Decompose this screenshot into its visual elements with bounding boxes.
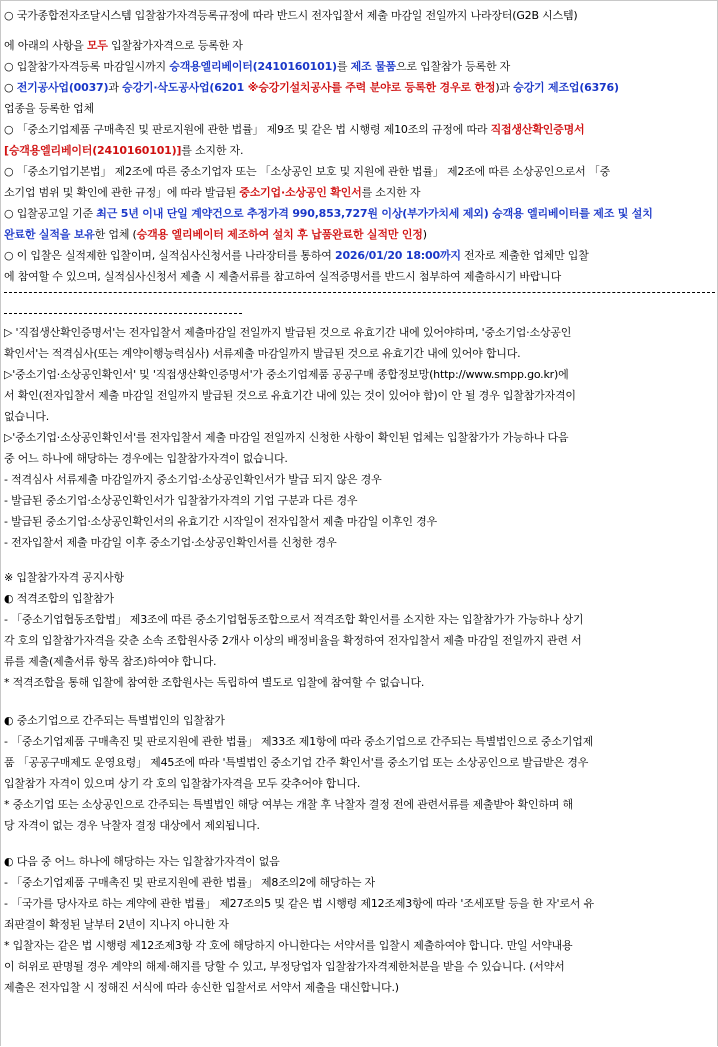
text-line: 완료한 실적을 보유한 업체 (승객용 엘리베이터 제조하여 설치 후 납품완료한 실적만 인정) xyxy=(4,228,427,241)
text-line: * 적격조합을 통해 입찰에 참여한 조합원사는 독립하여 별도로 입찰에 참여할 수 없습니다. xyxy=(4,676,425,689)
text-line: 확인서'는 적격심사(또는 계약이행능력심사) 서류제출 마감일까지 발급된 것으로 유효기간 내에 있어야 합니다. xyxy=(4,347,521,360)
text-line: ◐ 적격조합의 입찰참가 xyxy=(4,592,114,605)
text-line: - 발급된 중소기업·소상공인확인서가 입찰참가자격의 기업 구분과 다른 경우 xyxy=(4,494,358,507)
text-line: 없습니다. xyxy=(4,410,50,423)
text-line: 제출은 전자입찰 시 정해진 서식에 따라 송신한 입찰서로 서약서 제출을 대신합니다.) xyxy=(4,981,399,994)
text-line: ○ 국가종합전자조달시스템 입찰참가자격등록규정에 따라 반드시 전자입찰서 제출 마감일 전일까지 나라장터(G2B 시스템) xyxy=(4,9,578,22)
text-line: 입찰참가 자격이 있으며 상기 각 호의 입찰참가자격을 모두 갖추어야 합니다. xyxy=(4,777,361,790)
text-line: 소기업 범위 및 확인에 관한 규정」에 따라 발급된 중소기업·소상공인 확인서를 소지한 자 xyxy=(4,186,421,199)
text-line: 류를 제출(제출서류 항목 참조)하여야 합니다. xyxy=(4,655,217,668)
text-line: - 전자입찰서 제출 마감일 이후 중소기업·소상공인확인서를 신청한 경우 xyxy=(4,536,337,549)
text-line: * 중소기업 또는 소상공인으로 간주되는 특별법인 해당 여부는 개찰 후 낙찰자 결정 전에 관련서류를 제출받아 확인하며 해 xyxy=(4,798,573,811)
text-line: ※ 입찰참가자격 공지사항 xyxy=(4,571,124,584)
text-line: [승객용엘리베이터(2410160101)]를 소지한 자. xyxy=(4,144,244,157)
dashed-divider xyxy=(4,313,242,314)
text-line: - 「중소기업제품 구매촉진 및 판로지원에 관한 법률」 제8조의2에 해당하는 자 xyxy=(4,876,375,889)
text-line: ◐ 중소기업으로 간주되는 특별법인의 입찰참가 xyxy=(4,714,225,727)
text-line: 서 확인(전자입찰서 제출 마감일 전일까지 발급된 것으로 유효기간 내에 있는 것이 있어야 함)이 안 될 경우 입찰참가자격이 xyxy=(4,389,576,402)
dashed-divider xyxy=(4,292,715,293)
text-line: ◐ 다음 중 어느 하나에 해당하는 자는 입찰참가자격이 없음 xyxy=(4,855,280,868)
text-line: ▷'중소기업·소상공인확인서'를 전자입찰서 제출 마감일 전일까지 신청한 사항이 확인된 업체는 입찰참가가 가능하나 다음 xyxy=(4,431,569,444)
text-line: ▷'중소기업·소상공인확인서' 및 '직접생산확인증명서'가 중소기업제품 공공구매 종합정보망(http://www.smpp.go.kr)에 xyxy=(4,368,569,381)
text-line: - 적격심사 서류제출 마감일까지 중소기업·소상공인확인서가 발급 되지 않은 경우 xyxy=(4,473,382,486)
text-line: ○ 「중소기업기본법」 제2조에 따른 중소기업자 또는 「소상공인 보호 및 지원에 관한 법률」 제2조에 따른 소상공인으로서 「중 xyxy=(4,165,611,178)
text-line: * 입찰자는 같은 법 시행령 제12조제3항 각 호에 해당하지 아니한다는 서약서를 입찰시 제출하여야 합니다. 만일 서약내용 xyxy=(4,939,573,952)
text-line: 죄판결이 확정된 날부터 2년이 지나지 아니한 자 xyxy=(4,918,229,931)
text-line: ○ 전기공사업(0037)과 승강기·삭도공사업(6201 ※승강기설치공사를 주력 분야로 등록한 경우로 한정)과 승강기 제조업(6376) xyxy=(4,81,619,94)
text-line: 이 허위로 판명될 경우 계약의 해제·해지를 당할 수 있고, 부정당업자 입찰참가자격제한처분을 받을 수 있습니다. (서약서 xyxy=(4,960,565,973)
text-line: 에 아래의 사항을 모두 입찰참가자격으로 등록한 자 xyxy=(4,39,243,52)
text-line: - 「국가를 당사자로 하는 계약에 관한 법률」 제27조의5 및 같은 법 시행령 제12조제3항에 따라 '조세포탈 등을 한 자'로서 유 xyxy=(4,897,594,910)
text-line: ○ 이 입찰은 실적제한 입찰이며, 실적심사신청서를 나라장터를 통하여 2026/01/20 18:00까지 전자로 제출한 업체만 입찰 xyxy=(4,249,589,262)
text-line: - 「중소기업제품 구매촉진 및 판로지원에 관한 법률」 제33조 제1항에 따라 중소기업으로 간주되는 특별법인으로 중소기업제 xyxy=(4,735,594,748)
text-line: 당 자격이 없는 경우 낙찰자 결정 대상에서 제외됩니다. xyxy=(4,819,260,832)
text-line: - 「중소기업협동조합법」 제3조에 따른 중소기업협동조합으로서 적격조합 확인서를 소지한 자는 입찰참가가 가능하나 상기 xyxy=(4,613,584,626)
text-line: - 발급된 중소기업·소상공인확인서의 유효기간 시작일이 전자입찰서 제출 마감일 이후인 경우 xyxy=(4,515,437,528)
text-line: ○ 입찰공고일 기준 최근 5년 이내 단일 계약건으로 추정가격 990,853,727원 이상(부가가치세 제외) 승객용 엘리베이터를 제조 및 설치 xyxy=(4,207,653,220)
text-line: 각 호의 입찰참가자격을 갖춘 소속 조합원사중 2개사 이상의 배정비율을 확정하여 전자입찰서 제출 마감일 전일까지 관련 서 xyxy=(4,634,582,647)
text-line: ▷ '직접생산확인증명서'는 전자입찰서 제출마감일 전일까지 발급된 것으로 유효기간 내에 있어야하며, '중소기업·소상공인 xyxy=(4,326,572,339)
text-line: 에 참여할 수 있으며, 실적심사신청서 제출 시 제출서류를 참고하여 실적증명서를 반드시 첨부하여 제출하시기 바랍니다 xyxy=(4,270,562,283)
text-line: 업종을 등록한 업체 xyxy=(4,102,95,115)
text-line: 품 「공공구매제도 운영요령」 제45조에 따라 '특별법인 중소기업 간주 확인서'를 중소기업 또는 소상공인으로 발급받은 경우 xyxy=(4,756,589,769)
text-line: 중 어느 하나에 해당하는 경우에는 입찰참가자격이 없습니다. xyxy=(4,452,288,465)
text-line: ○ 입찰참가자격등록 마감일시까지 승객용엘리베이터(2410160101)를 제조 물품으로 입찰참가 등록한 자 xyxy=(4,60,511,73)
text-line: ○ 「중소기업제품 구매촉진 및 판로지원에 관한 법률」 제9조 및 같은 법 시행령 제10조의 규정에 따라 직접생산확인증명서 xyxy=(4,123,585,136)
